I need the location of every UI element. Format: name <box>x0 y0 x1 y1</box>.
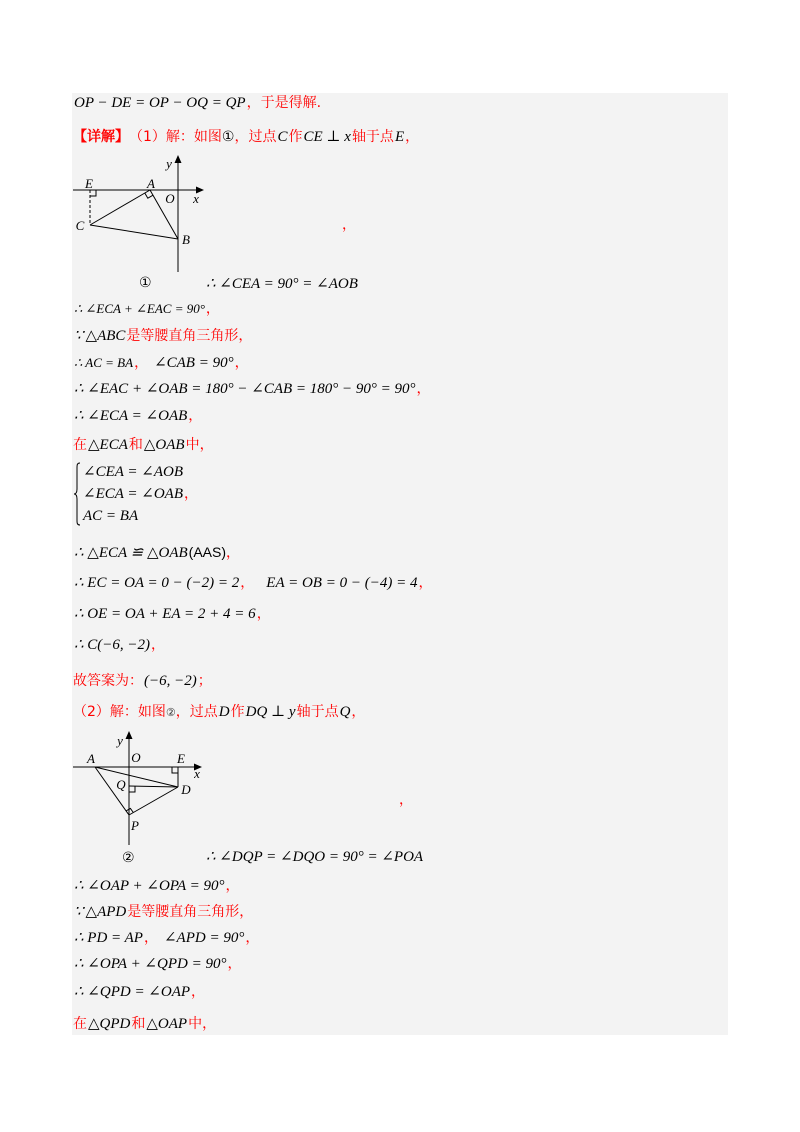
explanation-text: 和 <box>128 437 143 453</box>
math-expression: ∴ ∠DQP = ∠DQO = 90° = ∠POA <box>206 849 424 865</box>
explanation-text: 和 <box>131 1016 146 1032</box>
figure-2-caption: ② <box>122 850 135 866</box>
system-row <box>82 463 184 481</box>
math-expression: ∴ △ECA ≌ △OAB <box>74 545 188 561</box>
system-row <box>82 507 139 525</box>
explanation-text: 中， <box>188 1016 217 1032</box>
explanation-text: ， <box>351 704 366 720</box>
solution-line <box>73 354 249 372</box>
segment-qd <box>129 786 178 787</box>
solution-line <box>73 983 205 1001</box>
solution-line <box>73 877 240 895</box>
explanation-text: （2）解：如图 <box>73 704 166 720</box>
math-expression: ∴ ∠OPA + ∠QPD = 90° <box>74 956 227 972</box>
math-expression: △ECA <box>88 437 128 453</box>
right-angle-mark-e <box>172 767 178 773</box>
solution-line <box>73 703 365 721</box>
detail-heading: 【详解】 <box>73 129 129 145</box>
explanation-text: ， <box>226 545 240 561</box>
label-c: C <box>75 218 85 233</box>
answer-value: (−6, −2) <box>144 673 197 689</box>
explanation-text: ， <box>151 637 166 653</box>
math-expression: ∴ C(−6, −2) <box>74 637 151 653</box>
explanation-text: ， <box>245 930 260 946</box>
solution-line <box>73 574 432 592</box>
math-expression: Q <box>339 704 351 720</box>
y-axis-arrow <box>175 155 182 163</box>
explanation-text: 中， <box>185 437 214 453</box>
math-expression: △ABC <box>85 328 126 344</box>
label-a: A <box>147 176 155 191</box>
solution-line <box>73 300 220 318</box>
math-expression: OP − DE = OP − OQ = QP <box>74 95 246 111</box>
math-expression: E <box>394 129 405 145</box>
solution-line <box>73 1015 216 1033</box>
because-symbol: ∵ <box>74 328 84 344</box>
figure-1-caption: ① <box>139 275 152 291</box>
trailing-comma: ， <box>342 217 356 233</box>
explanation-text: 是等腰直角三角形， <box>126 328 253 344</box>
math-expression: ∠ECA = ∠OAB <box>83 486 183 502</box>
math-expression: D <box>218 704 230 720</box>
explanation-text: ， <box>188 408 203 424</box>
explanation-text: 轴于点 <box>351 129 394 145</box>
solution-line <box>73 380 431 398</box>
y-axis-arrow <box>126 731 133 739</box>
explanation-text: ， <box>234 355 249 371</box>
label-o: O <box>131 750 141 765</box>
solution-line <box>73 955 241 973</box>
math-expression: ∴ ∠OAP + ∠OPA = 90° <box>74 878 225 894</box>
explanation-text: 是等腰直角三角形， <box>127 904 254 920</box>
explanation-text: 作 <box>230 704 245 720</box>
label-e: E <box>177 751 185 766</box>
label-a: A <box>87 751 95 766</box>
circled-figure-number: ① <box>221 129 235 145</box>
solution-line <box>205 275 359 293</box>
math-expression: AC = BA <box>83 508 139 524</box>
trailing-comma: ， <box>399 792 413 808</box>
math-expression: △APD <box>85 904 127 920</box>
solution-line <box>73 94 321 112</box>
explanation-text: ， <box>256 606 271 622</box>
solution-line <box>205 848 424 866</box>
solution-line <box>73 128 419 146</box>
label-b: B <box>182 232 190 247</box>
circled-figure-number: ② <box>165 706 176 719</box>
math-expression: ∴ ∠QPD = ∠OAP <box>74 984 191 1000</box>
system-brace <box>72 462 82 528</box>
explanation-text: ，于是得解. <box>246 95 322 111</box>
solution-line <box>73 903 253 921</box>
math-expression: CE ⊥ x <box>303 129 351 145</box>
label-x: x <box>193 191 199 206</box>
segment-pd <box>129 787 178 815</box>
explanation-text: ； <box>197 673 212 689</box>
figure-2-diagram <box>70 728 205 850</box>
explanation-text: 作 <box>288 129 303 145</box>
answer-line <box>73 672 212 690</box>
math-expression: ∠CEA = ∠AOB <box>83 464 183 480</box>
label-o: O <box>165 191 175 206</box>
explanation-text: ， <box>183 486 198 502</box>
label-d: D <box>181 782 191 797</box>
explanation-text: ， <box>143 930 158 946</box>
label-q: Q <box>116 777 126 792</box>
solution-line <box>73 605 271 623</box>
explanation-text: ， <box>225 878 240 894</box>
explanation-text: ，过点 <box>175 704 218 720</box>
explanation-text: ， <box>418 575 433 591</box>
explanation-text: ， <box>416 381 431 397</box>
segment-cb <box>90 225 178 239</box>
explanation-text: （1）解：如图 <box>129 129 222 145</box>
math-expression: ∴ ∠EAC + ∠OAB = 180° − ∠CAB = 180° − 90° = 90° <box>74 381 416 397</box>
math-expression: ∴ AC = BA <box>74 355 134 370</box>
figure-1-diagram <box>70 150 210 275</box>
explanation-text: ， <box>191 984 206 1000</box>
math-expression: △OAP <box>146 1016 188 1032</box>
explanation-text: 在 <box>73 1016 87 1032</box>
explanation-text: 在 <box>73 437 87 453</box>
solution-line <box>73 636 165 654</box>
explanation-text: ， <box>240 575 255 591</box>
solution-line <box>73 929 259 947</box>
segment-ca <box>90 190 150 225</box>
explanation-text: 轴于点 <box>296 704 339 720</box>
congruence-reason: (AAS) <box>188 544 226 560</box>
solution-line <box>73 327 252 345</box>
solution-line <box>73 543 240 561</box>
label-x: x <box>194 766 200 781</box>
explanation-text: ， <box>405 129 420 145</box>
label-p: P <box>131 818 139 833</box>
math-expression: ∠CAB = 90° <box>154 355 234 371</box>
math-expression: △QPD <box>88 1016 131 1032</box>
math-expression: DQ ⊥ y <box>245 704 296 720</box>
math-expression: ∴ EC = OA = 0 − (−2) = 2 <box>74 575 240 591</box>
math-expression: C <box>277 129 288 145</box>
right-angle-mark-q <box>129 786 135 792</box>
math-expression: ∠APD = 90° <box>163 930 245 946</box>
explanation-text: ， <box>205 301 220 317</box>
explanation-text: ， <box>227 956 242 972</box>
label-y: y <box>166 156 172 171</box>
math-expression: △OAB <box>143 437 185 453</box>
solution-line <box>73 436 214 454</box>
label-y: y <box>117 733 123 748</box>
solution-line <box>73 407 202 425</box>
explanation-text: ，过点 <box>234 129 277 145</box>
answer-label: 故答案为： <box>73 673 143 689</box>
label-e: E <box>85 176 93 191</box>
math-expression: ∴ OE = OA + EA = 2 + 4 = 6 <box>74 606 256 622</box>
system-row <box>82 485 198 503</box>
brace-path <box>74 463 80 525</box>
math-expression: ∴ ∠CEA = 90° = ∠AOB <box>206 276 358 292</box>
math-expression: EA = OB = 0 − (−4) = 4 <box>266 575 418 591</box>
explanation-text: ， <box>134 355 149 371</box>
math-expression: ∴ ∠ECA + ∠EAC = 90° <box>74 301 205 316</box>
math-expression: ∴ ∠ECA = ∠OAB <box>74 408 188 424</box>
math-expression: ∴ PD = AP <box>74 930 143 946</box>
because-symbol: ∵ <box>74 904 84 920</box>
